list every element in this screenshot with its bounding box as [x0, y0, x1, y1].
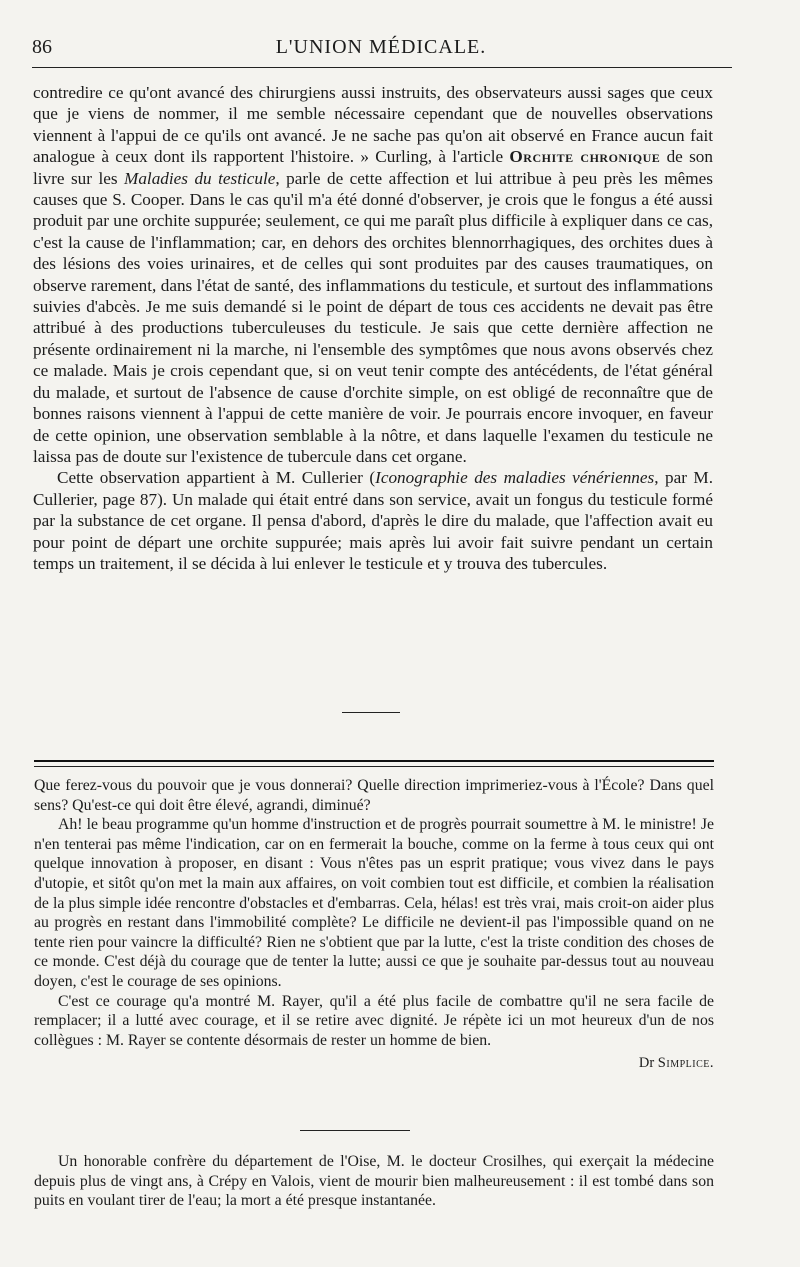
paragraph: C'est ce courage qu'a montré M. Rayer, qu'il a été plus facile de combattre qu'il ne sera facile de remplacer; il a lutté avec courage, et il se retire avec dignité. Je répète ici un mot heureux d'un de nos collègues : M. Rayer se contente désormais de rester un homme de bien. — [34, 992, 714, 1049]
article-body — [33, 82, 713, 574]
paragraph: Ah! le beau programme qu'un homme d'instruction et de progrès pourrait soumettre à M. le ministre! Je n'en tenterai pas même l'indication, car on en fermerait la bouche, comme on la ferme à tous ceux qui ont quelque innovation à proposer, en disant : Vous n'êtes pas un esprit pratique; vous vivez dans le pays d'utopie, et sitôt qu'on met la main aux affaires, on voit combien tout est difficile, et combien la réalisation de la plus simple idée rencontre d'obstacles et d'embarras. Cela, hélas! est très vrai, mais croit-on aider plus au progrès en restant dans l'immobilité complète? Le difficile ne devient-il pas l'impossible quand on ne tente rien pour vaincre la difficulté? Rien ne s'obtient que par la lutte, c'est la triste condition des choses de ce monde. C'est déjà du courage que de tenter la lutte; aussi ce que je souhaite par-dessus tout au nouveau doyen, c'est le courage de ses opinions. — [34, 816, 714, 990]
book-title: Iconographie des maladies vénériennes — [375, 468, 655, 488]
page-number: 86 — [32, 36, 52, 58]
journal-title: L'UNION MÉDICALE. — [275, 36, 487, 58]
page-header — [32, 30, 730, 64]
header-rule — [32, 67, 732, 68]
paragraph: Que ferez-vous du pouvoir que je vous donnerai? Quelle direction imprimeriez-vous à l'École? Dans quel sens? Qu'est-ce qui doit être élevé, agrandi, diminué? — [34, 777, 714, 814]
section-separator — [300, 1130, 410, 1131]
feuilleton-rule — [34, 760, 714, 762]
feuilleton-rule-thin — [34, 766, 714, 767]
feuilleton-body — [34, 776, 714, 1074]
news-body — [34, 1152, 714, 1211]
paragraph: contredire ce qu'ont avancé des chirurgiens aussi instruits, des observateurs aussi sages que ceux que je viens de nommer, il me semble nécessaire cependant que de nouvelles observations viennent à l'appui de ce qu'ils ont avancé. Je ne sache pas qu'on ait observé en France aucun fait analogue à ceux dont ils rapportent l'histoire. » Curling, à l'article Orchite chronique de son livre sur les Maladies du testicule, parle de cette affection et lui attribue à peu près les mêmes causes que S. Cooper. Dans le cas qu'il m'a été donné d'observer, je crois que le fongus a été aussi produit par une orchite suppurée; seulement, ce qui me paraît plus difficile à expliquer dans ce cas, c'est la cause de l'inflammation; car, en dehors des orchites blennorrhagiques, des orchites dues à des lésions des voies urinaires, et de celles qui sont produites par des causes traumatiques, on observe rarement, dans l'état de santé, des inflammations du testicule, et surtout des inflammations suivies d'abcès. Je me suis demandé si le point de départ de tous ces accidents ne devait pas être attribué à des productions tuberculeuses du testicule. Je sais que cette dernière affection ne présente ordinairement ni la marche, ni l'ensemble des symptômes que nous avons observés chez ce malade. Mais je crois cependant que, si on veut tenir compte des antécédents, de l'état général du malade, et surtout de l'absence de cause d'orchite simple, on est obligé de reconnaître que de bonnes raisons viennent à l'appui de cette manière de voir. Je pourrais encore invoquer, en faveur de cette opinion, une observation semblable à la nôtre, et dans laquelle l'examen du testicule ne laissa pas de doute sur l'existence de tubercule dans cet organe. — [33, 83, 713, 466]
book-title: Maladies du testicule — [124, 168, 276, 188]
small-caps-term: Orchite chronique — [509, 147, 661, 167]
paragraph: Cette observation appartient à M. Cullerier (Iconographie des maladies vénériennes, par M. Cullerier, page 87). Un malade qui était entré dans son service, avait un fongus du testicule formé par la substance de cet organe. Il pensa d'abord, d'après le dire du malade, que l'affection avait eu pour point de départ une orchite suppurée; mais après lui avoir fait suivre pendant un certain temps un traitement, il se décida à lui enlever le testicule et y trouva des tubercules. — [33, 468, 714, 573]
section-separator — [342, 712, 400, 713]
paragraph: Un honorable confrère du département de l'Oise, M. le docteur Crosilhes, qui exerçait la médecine depuis plus de vingt ans, à Crépy en Valois, vient de mourir bien malheureusement : il est tombé dans son puits en voulant tirer de l'eau; la mort a été presque instantanée. — [34, 1153, 714, 1210]
signature: Dr Simplice. — [638, 1055, 714, 1072]
